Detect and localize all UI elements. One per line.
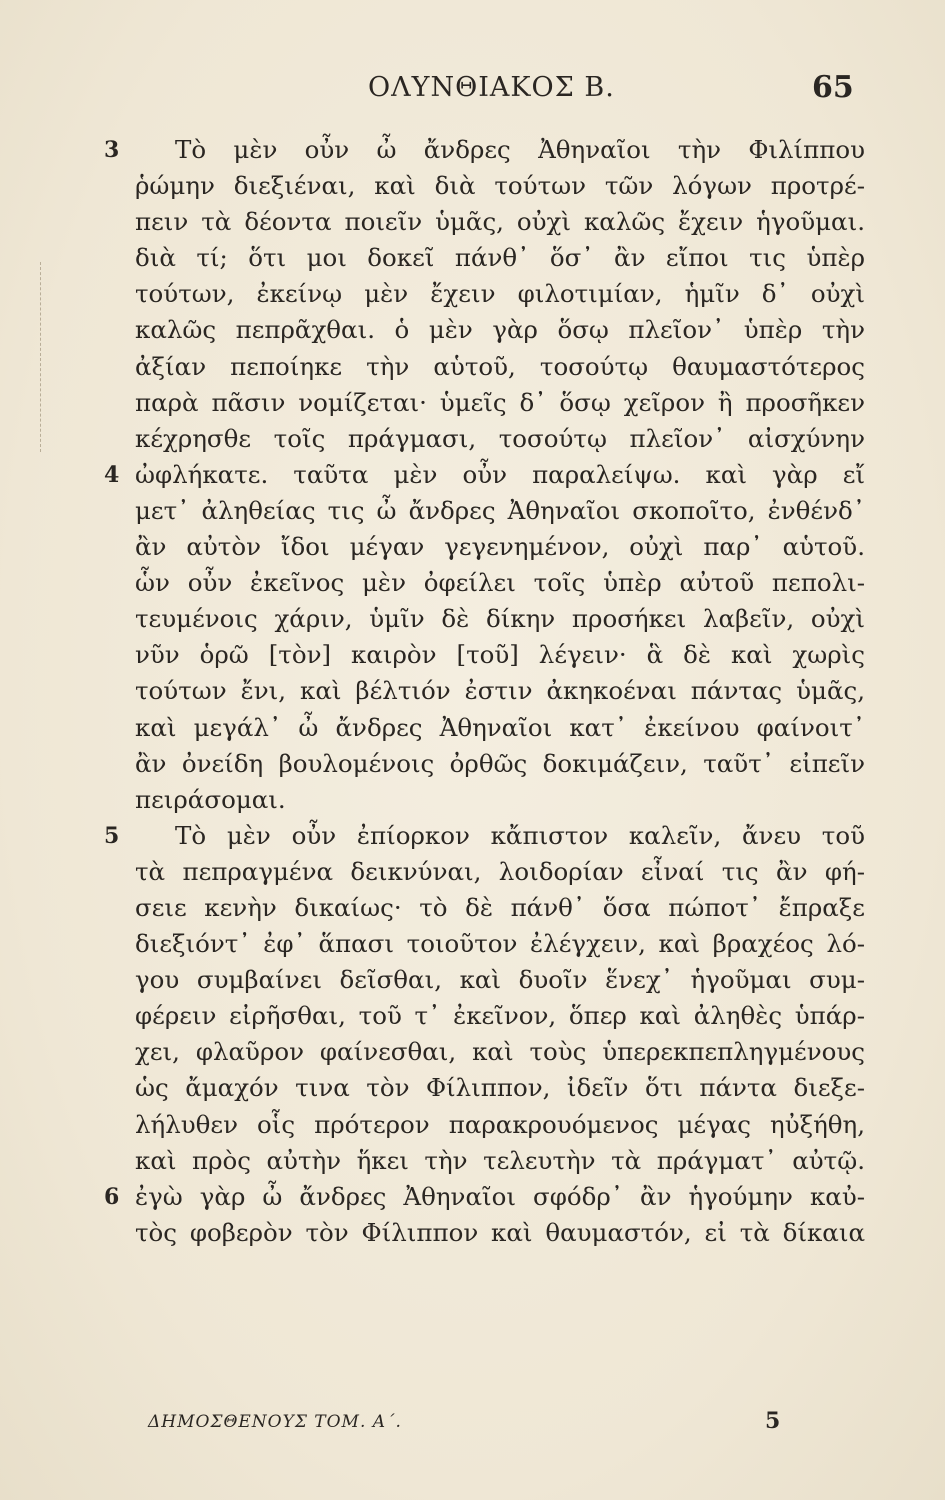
line-text: λήλυθεν οἷς πρότερον παρακρουόμενος μέγας ηὐξήθη, bbox=[135, 1109, 865, 1139]
line-text: μετ᾽ ἀληθείας τις ὦ ἄνδρες Ἀθηναῖοι σκοποῖτο, ἐνθένδ᾽ bbox=[135, 495, 865, 525]
text-line bbox=[135, 926, 865, 962]
section-number: 4 bbox=[104, 461, 120, 488]
text-line bbox=[135, 276, 865, 312]
line-text: σειε κενὴν δικαίως· τὸ δὲ πάνθ᾽ ὅσα πώποτ᾽ ἔπραξε bbox=[135, 892, 865, 922]
line-text: τούτων, ἐκείνῳ μὲν ἔχειν φιλοτιμίαν, ἡμῖν δ᾽ οὐχὶ bbox=[135, 279, 865, 309]
line-text: ὡς ἄμαχόν τινα τὸν Φίλιππον, ἰδεῖν ὅτι πάντα διεξε- bbox=[135, 1073, 865, 1103]
text-line bbox=[135, 240, 865, 276]
text-line bbox=[135, 493, 865, 529]
line-text: ἂν ὀνείδη βουλομένοις ὀρθῶς δοκιμάζειν, ταῦτ᾽ εἰπεῖν bbox=[135, 748, 865, 778]
line-text: ἀξίαν πεποίηκε τὴν αὑτοῦ, τοσούτῳ θαυμαστότερος bbox=[135, 351, 865, 381]
line-text: ἐγὼ γὰρ ὦ ἄνδρες Ἀθηναῖοι σφόδρ᾽ ἂν ἡγούμην καὐ- bbox=[135, 1181, 865, 1211]
line-text: πειράσομαι. bbox=[135, 784, 286, 814]
line-text: τὸς φοβερὸν τὸν Φίλιππον καὶ θαυμαστόν, εἰ τὰ δίκαια bbox=[135, 1217, 865, 1247]
line-text: φέρειν εἰρῆσθαι, τοῦ τ᾽ ἐκεῖνον, ὅπερ καὶ ἀληθὲς ὑπάρ- bbox=[135, 1001, 865, 1031]
running-title: ΟΛΥΝΘΙΑΚΟΣ Β. bbox=[368, 72, 615, 103]
line-text: τὰ πεπραγμένα δεικνύναι, λοιδορίαν εἶναί τις ἂν φή- bbox=[135, 856, 865, 886]
line-text: ἂν αὐτὸν ἴδοι μέγαν γεγενημένον, οὐχὶ παρ᾽ αὑτοῦ. bbox=[135, 532, 865, 562]
line-text: Τὸ μὲν οὖν ὦ ἄνδρες Ἀθηναῖοι τὴν Φιλίππου bbox=[175, 135, 865, 164]
text-line bbox=[135, 998, 865, 1034]
text-line bbox=[135, 637, 865, 673]
page-header bbox=[0, 72, 945, 112]
text-line bbox=[135, 168, 865, 204]
text-line bbox=[135, 1215, 865, 1251]
margin-pencil-mark bbox=[40, 262, 42, 452]
text-line bbox=[135, 421, 865, 457]
text-line bbox=[135, 312, 865, 348]
line-text: ὠφλήκατε. ταῦτα μὲν οὖν παραλείψω. καὶ γὰρ εἴ bbox=[135, 459, 865, 489]
line-text: Τὸ μὲν οὖν ἐπίορκον κἄπιστον καλεῖν, ἄνευ τοῦ bbox=[175, 820, 865, 850]
page-footer bbox=[0, 1408, 945, 1452]
line-text: τευμένοις χάριν, ὑμῖν δὲ δίκην προσήκει λαβεῖν, οὐχὶ bbox=[135, 604, 865, 634]
text-line bbox=[135, 204, 865, 240]
line-text: γου συμβαίνει δεῖσθαι, καὶ δυοῖν ἕνεχ᾽ ἡγοῦμαι συμ- bbox=[135, 965, 865, 995]
text-line bbox=[135, 565, 865, 601]
line-text: καλῶς πεπρᾶχθαι. ὁ μὲν γὰρ ὅσῳ πλεῖον᾽ ὑπὲρ τὴν bbox=[135, 315, 865, 345]
text-line bbox=[135, 710, 865, 746]
line-text: διεξιόντ᾽ ἐφ᾽ ἅπασι τοιοῦτον ἐλέγχειν, καὶ βραχέος λό- bbox=[135, 929, 865, 959]
section-number: 5 bbox=[104, 822, 120, 849]
text-line bbox=[135, 385, 865, 421]
line-text: ὧν οὖν ἐκεῖνος μὲν ὀφείλει τοῖς ὑπὲρ αὐτοῦ πεπολι- bbox=[135, 568, 865, 598]
text-line bbox=[104, 818, 865, 854]
text-line bbox=[104, 457, 865, 493]
line-text: τούτων ἔνι, καὶ βέλτιόν ἐστιν ἀκηκοέναι πάντας ὑμᾶς, bbox=[135, 676, 865, 706]
text-line bbox=[135, 782, 865, 818]
text-line bbox=[135, 746, 865, 782]
printer-signature: ΔΗΜΟΣΘΕΝΟΥΣ ΤΟΜ. Α΄. bbox=[148, 1412, 402, 1432]
text-line bbox=[135, 349, 865, 385]
line-text: παρὰ πᾶσιν νομίζεται· ὑμεῖς δ᾽ ὅσῳ χεῖρον ἢ προσῆκεν bbox=[135, 387, 865, 417]
page-number: 65 bbox=[812, 70, 854, 105]
text-line bbox=[135, 1143, 865, 1179]
text-line bbox=[135, 1070, 865, 1106]
text-line bbox=[135, 890, 865, 926]
text-line bbox=[135, 673, 865, 709]
section-number: 3 bbox=[104, 137, 120, 163]
text-line bbox=[135, 1034, 865, 1070]
text-line bbox=[135, 1107, 865, 1143]
section-number: 6 bbox=[104, 1183, 120, 1210]
text-line bbox=[104, 1179, 865, 1215]
text-line bbox=[104, 132, 865, 168]
text-line bbox=[135, 601, 865, 637]
text-line bbox=[135, 529, 865, 565]
line-text: χει, φλαῦρον φαίνεσθαι, καὶ τοὺς ὑπερεκπεπληγμένους bbox=[135, 1037, 865, 1067]
signature-mark: 5 bbox=[765, 1408, 781, 1434]
line-text: κέχρησθε τοῖς πράγμασι, τοσούτῳ πλεῖον᾽ αἰσχύνην bbox=[135, 423, 865, 453]
line-text: διὰ τί; ὅτι μοι δοκεῖ πάνθ᾽ ὅσ᾽ ἂν εἴποι τις ὑπὲρ bbox=[135, 243, 865, 273]
line-text: καὶ πρὸς αὐτὴν ἥκει τὴν τελευτὴν τὰ πράγματ᾽ αὐτῷ. bbox=[135, 1145, 865, 1175]
line-text: νῦν ὁρῶ [τὸν] καιρὸν [τοῦ] λέγειν· ἃ δὲ καὶ χωρὶς bbox=[135, 640, 865, 670]
text-body bbox=[104, 132, 865, 1251]
line-text: ῥώμην διεξιέναι, καὶ διὰ τούτων τῶν λόγων προτρέ- bbox=[135, 171, 865, 201]
line-text: πειν τὰ δέοντα ποιεῖν ὑμᾶς, οὐχὶ καλῶς ἔχειν ἡγοῦμαι. bbox=[135, 207, 865, 237]
line-text: καὶ μεγάλ᾽ ὦ ἄνδρες Ἀθηναῖοι κατ᾽ ἐκείνου φαίνοιτ᾽ bbox=[135, 712, 865, 742]
text-line bbox=[135, 962, 865, 998]
text-line bbox=[135, 854, 865, 890]
